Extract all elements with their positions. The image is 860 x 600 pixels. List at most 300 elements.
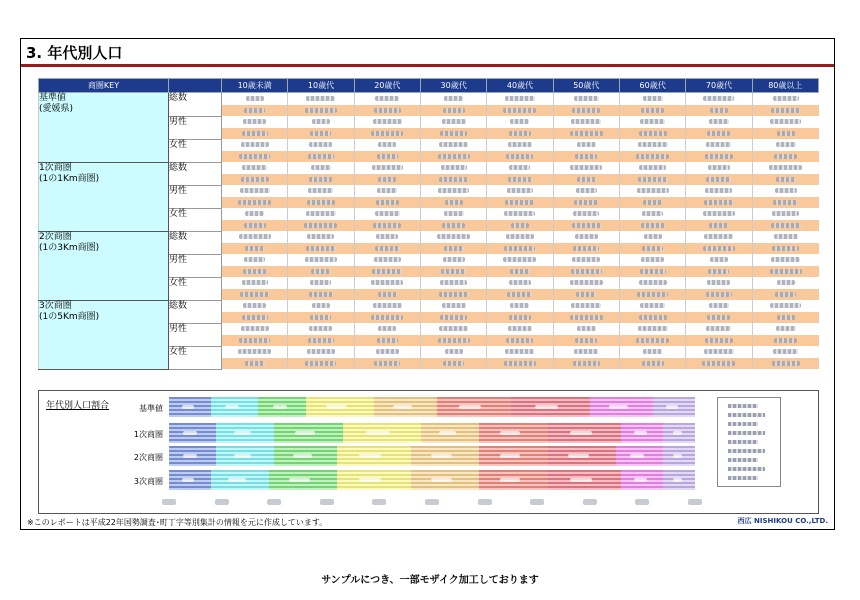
mosaic-value bbox=[553, 289, 619, 301]
bar-segment bbox=[306, 397, 374, 417]
mosaic-value bbox=[420, 335, 486, 347]
page-title: 3. 年代別人口 bbox=[26, 44, 123, 62]
mosaic-block bbox=[702, 361, 735, 366]
bar-segment bbox=[337, 470, 411, 490]
mosaic-value bbox=[222, 346, 288, 358]
mosaic-block bbox=[241, 142, 269, 147]
mosaic-block bbox=[706, 142, 731, 147]
mosaic-block bbox=[307, 200, 335, 205]
mosaic-value bbox=[354, 185, 420, 197]
mosaic-block bbox=[641, 257, 664, 262]
age-header: 30歳代 bbox=[420, 79, 486, 93]
area-name: 2次商圏 bbox=[39, 231, 72, 242]
stacked-bar bbox=[169, 446, 695, 466]
stacked-bar bbox=[169, 470, 695, 490]
axis-tick-mosaic bbox=[688, 499, 702, 505]
mosaic-block bbox=[643, 200, 662, 205]
mosaic-block bbox=[239, 338, 270, 343]
mosaic-value bbox=[354, 116, 420, 128]
mosaic-value bbox=[288, 185, 354, 197]
mosaic-block bbox=[242, 165, 267, 170]
mosaic-value bbox=[619, 346, 685, 358]
mosaic-value bbox=[288, 139, 354, 151]
mosaic-value bbox=[420, 105, 486, 117]
mosaic-value bbox=[354, 277, 420, 289]
mosaic-block bbox=[374, 108, 401, 113]
mosaic-value bbox=[222, 277, 288, 289]
mosaic-value bbox=[354, 254, 420, 266]
bar-segment bbox=[511, 397, 590, 417]
mosaic-value bbox=[420, 151, 486, 163]
axis-tick-mosaic bbox=[530, 499, 544, 505]
mosaic-value bbox=[619, 254, 685, 266]
bar-segment bbox=[216, 423, 274, 443]
mosaic-block bbox=[637, 292, 668, 297]
mosaic-value bbox=[619, 243, 685, 255]
mosaic-block bbox=[241, 326, 269, 331]
mosaic-block bbox=[507, 292, 532, 297]
mosaic-value bbox=[686, 335, 752, 347]
mosaic-value bbox=[553, 174, 619, 186]
report-frame bbox=[20, 38, 835, 530]
mosaic-value bbox=[487, 243, 553, 255]
mosaic-value bbox=[752, 335, 818, 347]
legend-entry-mosaic bbox=[728, 476, 758, 480]
mosaic-block bbox=[643, 349, 662, 354]
mosaic-value bbox=[686, 358, 752, 370]
mosaic-value bbox=[420, 208, 486, 220]
mosaic-value bbox=[487, 139, 553, 151]
axis-tick-mosaic bbox=[372, 499, 386, 505]
mosaic-value bbox=[487, 93, 553, 105]
mosaic-block bbox=[709, 119, 729, 124]
bar-segment bbox=[653, 397, 695, 417]
bar-label: 1次商圏 bbox=[133, 430, 163, 439]
mosaic-value bbox=[553, 300, 619, 312]
mosaic-block bbox=[572, 257, 600, 262]
mosaic-block bbox=[373, 119, 402, 124]
table-row bbox=[39, 93, 819, 105]
age-header: 80歳以上 bbox=[752, 79, 818, 93]
mosaic-block bbox=[573, 246, 599, 251]
mosaic-value bbox=[752, 139, 818, 151]
mosaic-block bbox=[510, 269, 530, 274]
mosaic-block bbox=[438, 338, 470, 343]
mosaic-value bbox=[288, 254, 354, 266]
mosaic-block bbox=[707, 280, 730, 285]
bar-label: 基準値 bbox=[139, 404, 163, 413]
mosaic-block bbox=[238, 200, 271, 205]
mosaic-value bbox=[222, 289, 288, 301]
axis-tick-mosaic bbox=[320, 499, 334, 505]
mosaic-block bbox=[771, 108, 800, 113]
sample-note: サンプルにつき、一部モザイク加工しております bbox=[321, 575, 539, 586]
mosaic-block bbox=[440, 131, 467, 136]
mosaic-value bbox=[752, 254, 818, 266]
bar-segment bbox=[663, 423, 695, 443]
mosaic-value bbox=[553, 197, 619, 209]
bar-segment bbox=[479, 423, 547, 443]
mosaic-value bbox=[487, 358, 553, 370]
mosaic-block bbox=[309, 292, 333, 297]
mosaic-block bbox=[640, 269, 666, 274]
mosaic-block bbox=[705, 188, 732, 193]
mosaic-value bbox=[686, 105, 752, 117]
mosaic-block bbox=[371, 315, 403, 320]
mosaic-value bbox=[686, 243, 752, 255]
mosaic-block bbox=[571, 269, 602, 274]
footnote: ※このレポートは平成22年国勢調査･町丁字等別集計の情報を元に作成しています。 bbox=[27, 518, 328, 527]
mosaic-value bbox=[354, 220, 420, 232]
mosaic-value bbox=[619, 116, 685, 128]
mosaic-value bbox=[420, 128, 486, 140]
mosaic-value bbox=[619, 323, 685, 335]
mosaic-value bbox=[686, 231, 752, 243]
mosaic-block bbox=[509, 165, 530, 170]
mosaic-value bbox=[354, 289, 420, 301]
bar-segment bbox=[616, 446, 663, 466]
mosaic-value bbox=[619, 151, 685, 163]
mosaic-value bbox=[288, 335, 354, 347]
key-header: 商圏KEY bbox=[39, 79, 169, 93]
mosaic-value bbox=[686, 93, 752, 105]
mosaic-block bbox=[504, 361, 536, 366]
mosaic-block bbox=[639, 280, 667, 285]
axis-tick-mosaic bbox=[162, 499, 176, 505]
mosaic-block bbox=[309, 326, 332, 331]
mosaic-block bbox=[309, 142, 332, 147]
mosaic-value bbox=[354, 162, 420, 174]
mosaic-value bbox=[752, 208, 818, 220]
mosaic-block bbox=[506, 338, 533, 343]
mosaic-block bbox=[443, 361, 464, 366]
axis-tick-mosaic bbox=[425, 499, 439, 505]
mosaic-block bbox=[641, 108, 664, 113]
axis-tick-mosaic bbox=[478, 499, 492, 505]
mosaic-value bbox=[752, 197, 818, 209]
mosaic-value bbox=[487, 174, 553, 186]
mosaic-value bbox=[222, 128, 288, 140]
mosaic-block bbox=[439, 177, 468, 182]
mosaic-block bbox=[706, 292, 732, 297]
mosaic-block bbox=[306, 211, 336, 216]
area-cell bbox=[39, 231, 169, 300]
mosaic-value bbox=[420, 197, 486, 209]
age-share-panel bbox=[38, 390, 819, 514]
mosaic-block bbox=[642, 246, 663, 251]
mosaic-value bbox=[222, 151, 288, 163]
mosaic-block bbox=[509, 280, 531, 285]
mosaic-value bbox=[487, 197, 553, 209]
age-header: 70歳代 bbox=[686, 79, 752, 93]
mosaic-value bbox=[686, 197, 752, 209]
gender-label: 男性 bbox=[169, 116, 222, 139]
mosaic-block bbox=[442, 303, 466, 308]
mosaic-value bbox=[553, 105, 619, 117]
mosaic-block bbox=[312, 119, 330, 124]
mosaic-block bbox=[445, 349, 463, 354]
mosaic-value bbox=[354, 105, 420, 117]
mosaic-value bbox=[222, 116, 288, 128]
mosaic-block bbox=[576, 292, 596, 297]
mosaic-value bbox=[222, 105, 288, 117]
mosaic-block bbox=[707, 315, 730, 320]
mosaic-block bbox=[770, 269, 802, 274]
mosaic-value bbox=[487, 231, 553, 243]
mosaic-block bbox=[638, 326, 668, 331]
legend-entry-mosaic bbox=[728, 449, 765, 453]
mosaic-value bbox=[752, 243, 818, 255]
mosaic-block bbox=[641, 223, 665, 228]
mosaic-block bbox=[570, 165, 602, 170]
mosaic-block bbox=[305, 108, 337, 113]
mosaic-block bbox=[575, 154, 597, 159]
mosaic-value bbox=[420, 346, 486, 358]
mosaic-value bbox=[354, 243, 420, 255]
mosaic-value bbox=[288, 266, 354, 278]
mosaic-value bbox=[487, 105, 553, 117]
mosaic-value bbox=[619, 335, 685, 347]
gender-label: 女性 bbox=[169, 208, 222, 231]
mosaic-block bbox=[378, 326, 396, 331]
mosaic-value bbox=[222, 254, 288, 266]
mosaic-value bbox=[619, 174, 685, 186]
gender-label: 総数 bbox=[169, 162, 222, 185]
mosaic-block bbox=[245, 361, 265, 366]
mosaic-value bbox=[619, 300, 685, 312]
mosaic-block bbox=[709, 223, 728, 228]
mosaic-block bbox=[439, 326, 468, 331]
mosaic-value bbox=[487, 220, 553, 232]
bar-segment bbox=[337, 446, 411, 466]
mosaic-value bbox=[354, 323, 420, 335]
mosaic-block bbox=[307, 349, 335, 354]
mosaic-value bbox=[752, 220, 818, 232]
mosaic-value bbox=[553, 139, 619, 151]
mosaic-value bbox=[686, 208, 752, 220]
mosaic-block bbox=[376, 234, 398, 239]
mosaic-block bbox=[636, 338, 669, 343]
bar-segment bbox=[548, 446, 616, 466]
mosaic-block bbox=[777, 131, 795, 136]
gender-label: 女性 bbox=[169, 346, 222, 369]
mosaic-value bbox=[686, 139, 752, 151]
mosaic-block bbox=[577, 177, 596, 182]
bar-segment bbox=[169, 470, 211, 490]
bar-segment bbox=[343, 423, 422, 443]
area-cell bbox=[39, 93, 169, 163]
bar-segment bbox=[663, 446, 695, 466]
mosaic-block bbox=[440, 315, 467, 320]
mosaic-value bbox=[619, 185, 685, 197]
mosaic-value bbox=[354, 174, 420, 186]
mosaic-value bbox=[222, 243, 288, 255]
mosaic-block bbox=[642, 211, 663, 216]
mosaic-value bbox=[222, 312, 288, 324]
mosaic-value bbox=[752, 277, 818, 289]
mosaic-value bbox=[752, 346, 818, 358]
mosaic-block bbox=[774, 338, 797, 343]
mosaic-value bbox=[752, 266, 818, 278]
company-name: NISHIKOU CO.,LTD. bbox=[754, 517, 828, 525]
stacked-bar bbox=[169, 423, 695, 443]
mosaic-value bbox=[354, 266, 420, 278]
mosaic-block bbox=[704, 234, 733, 239]
mosaic-value bbox=[354, 128, 420, 140]
mosaic-block bbox=[377, 154, 398, 159]
mosaic-value bbox=[752, 323, 818, 335]
mosaic-block bbox=[772, 246, 799, 251]
area-name: 1次商圏 bbox=[39, 162, 72, 173]
mosaic-block bbox=[245, 211, 264, 216]
mosaic-block bbox=[574, 200, 598, 205]
mosaic-block bbox=[704, 349, 734, 354]
mosaic-value bbox=[686, 289, 752, 301]
mosaic-block bbox=[378, 177, 396, 182]
mosaic-value bbox=[354, 300, 420, 312]
mosaic-block bbox=[775, 292, 796, 297]
mosaic-block bbox=[703, 96, 734, 101]
mosaic-block bbox=[577, 142, 596, 147]
mosaic-value bbox=[420, 277, 486, 289]
mosaic-block bbox=[375, 246, 400, 251]
mosaic-block bbox=[508, 326, 532, 331]
area-name: 基準値 bbox=[39, 93, 67, 103]
age-header: 60歳代 bbox=[619, 79, 685, 93]
mosaic-value bbox=[487, 323, 553, 335]
mosaic-value bbox=[222, 174, 288, 186]
mosaic-block bbox=[571, 119, 601, 124]
mosaic-value bbox=[222, 208, 288, 220]
mosaic-value bbox=[222, 231, 288, 243]
mosaic-block bbox=[242, 131, 268, 136]
population-table bbox=[38, 78, 819, 370]
mosaic-value bbox=[222, 185, 288, 197]
mosaic-block bbox=[377, 188, 397, 193]
bar-segment bbox=[621, 470, 663, 490]
mosaic-block bbox=[573, 361, 600, 366]
mosaic-block bbox=[571, 303, 601, 308]
mosaic-value bbox=[752, 162, 818, 174]
mosaic-block bbox=[509, 315, 531, 320]
mosaic-block bbox=[573, 211, 599, 216]
legend bbox=[717, 397, 781, 487]
mosaic-value bbox=[553, 346, 619, 358]
gender-label: 総数 bbox=[169, 93, 222, 117]
mosaic-block bbox=[244, 108, 265, 113]
mosaic-block bbox=[244, 257, 265, 262]
mosaic-block bbox=[637, 188, 669, 193]
gender-label: 男性 bbox=[169, 323, 222, 346]
bar-segment bbox=[590, 397, 653, 417]
bar-segment bbox=[211, 397, 258, 417]
mosaic-value bbox=[619, 277, 685, 289]
bar-segment bbox=[274, 446, 337, 466]
mosaic-block bbox=[374, 257, 401, 262]
bar-label: 2次商圏 bbox=[133, 453, 163, 462]
mosaic-block bbox=[510, 303, 529, 308]
mosaic-value bbox=[553, 277, 619, 289]
mosaic-value bbox=[288, 174, 354, 186]
legend-entry-mosaic bbox=[728, 467, 765, 471]
mosaic-block bbox=[373, 223, 401, 228]
mosaic-value bbox=[420, 220, 486, 232]
bar-segment bbox=[216, 446, 274, 466]
mosaic-value bbox=[686, 346, 752, 358]
mosaic-block bbox=[503, 257, 536, 262]
mosaic-value bbox=[222, 300, 288, 312]
mosaic-block bbox=[307, 234, 334, 239]
mosaic-value bbox=[686, 254, 752, 266]
mosaic-value bbox=[222, 358, 288, 370]
bar-segment bbox=[411, 446, 479, 466]
mosaic-block bbox=[774, 234, 798, 239]
gender-label: 男性 bbox=[169, 254, 222, 277]
mosaic-block bbox=[710, 257, 728, 262]
mosaic-block bbox=[640, 303, 665, 308]
mosaic-value bbox=[420, 358, 486, 370]
mosaic-block bbox=[374, 361, 400, 366]
age-header: 50歳代 bbox=[553, 79, 619, 93]
mosaic-block bbox=[372, 165, 403, 170]
mosaic-block bbox=[636, 154, 669, 159]
mosaic-value bbox=[288, 289, 354, 301]
mosaic-block bbox=[304, 223, 337, 228]
mosaic-block bbox=[243, 269, 267, 274]
mosaic-block bbox=[242, 315, 268, 320]
mosaic-value bbox=[553, 358, 619, 370]
mosaic-block bbox=[574, 349, 598, 354]
mosaic-value bbox=[487, 266, 553, 278]
mosaic-block bbox=[372, 269, 402, 274]
gender-label: 男性 bbox=[169, 185, 222, 208]
area-scope: (愛媛県) bbox=[39, 104, 74, 114]
mosaic-value bbox=[752, 312, 818, 324]
mosaic-block bbox=[242, 280, 268, 285]
mosaic-value bbox=[288, 358, 354, 370]
mosaic-block bbox=[439, 292, 469, 297]
mosaic-block bbox=[378, 142, 396, 147]
mosaic-block bbox=[310, 131, 331, 136]
mosaic-value bbox=[420, 266, 486, 278]
axis-tick-mosaic bbox=[635, 499, 649, 505]
mosaic-value bbox=[354, 139, 420, 151]
mosaic-block bbox=[443, 108, 465, 113]
bar-segment bbox=[169, 397, 211, 417]
mosaic-value bbox=[288, 93, 354, 105]
mosaic-value bbox=[222, 93, 288, 105]
mosaic-block bbox=[241, 177, 269, 182]
mosaic-block bbox=[570, 280, 603, 285]
mosaic-block bbox=[574, 96, 599, 101]
mosaic-value bbox=[487, 346, 553, 358]
age-header: 10歳代 bbox=[288, 79, 354, 93]
mosaic-value bbox=[487, 300, 553, 312]
mosaic-value bbox=[553, 162, 619, 174]
mosaic-value bbox=[686, 128, 752, 140]
bar-segment bbox=[169, 423, 216, 443]
mosaic-value bbox=[619, 162, 685, 174]
mosaic-block bbox=[776, 326, 796, 331]
mosaic-block bbox=[444, 211, 464, 216]
mosaic-value bbox=[354, 151, 420, 163]
area-scope: (1の5Km商圏) bbox=[39, 311, 100, 322]
mosaic-block bbox=[312, 303, 330, 308]
mosaic-block bbox=[708, 269, 729, 274]
mosaic-block bbox=[773, 349, 798, 354]
mosaic-value bbox=[752, 174, 818, 186]
mosaic-value bbox=[420, 162, 486, 174]
